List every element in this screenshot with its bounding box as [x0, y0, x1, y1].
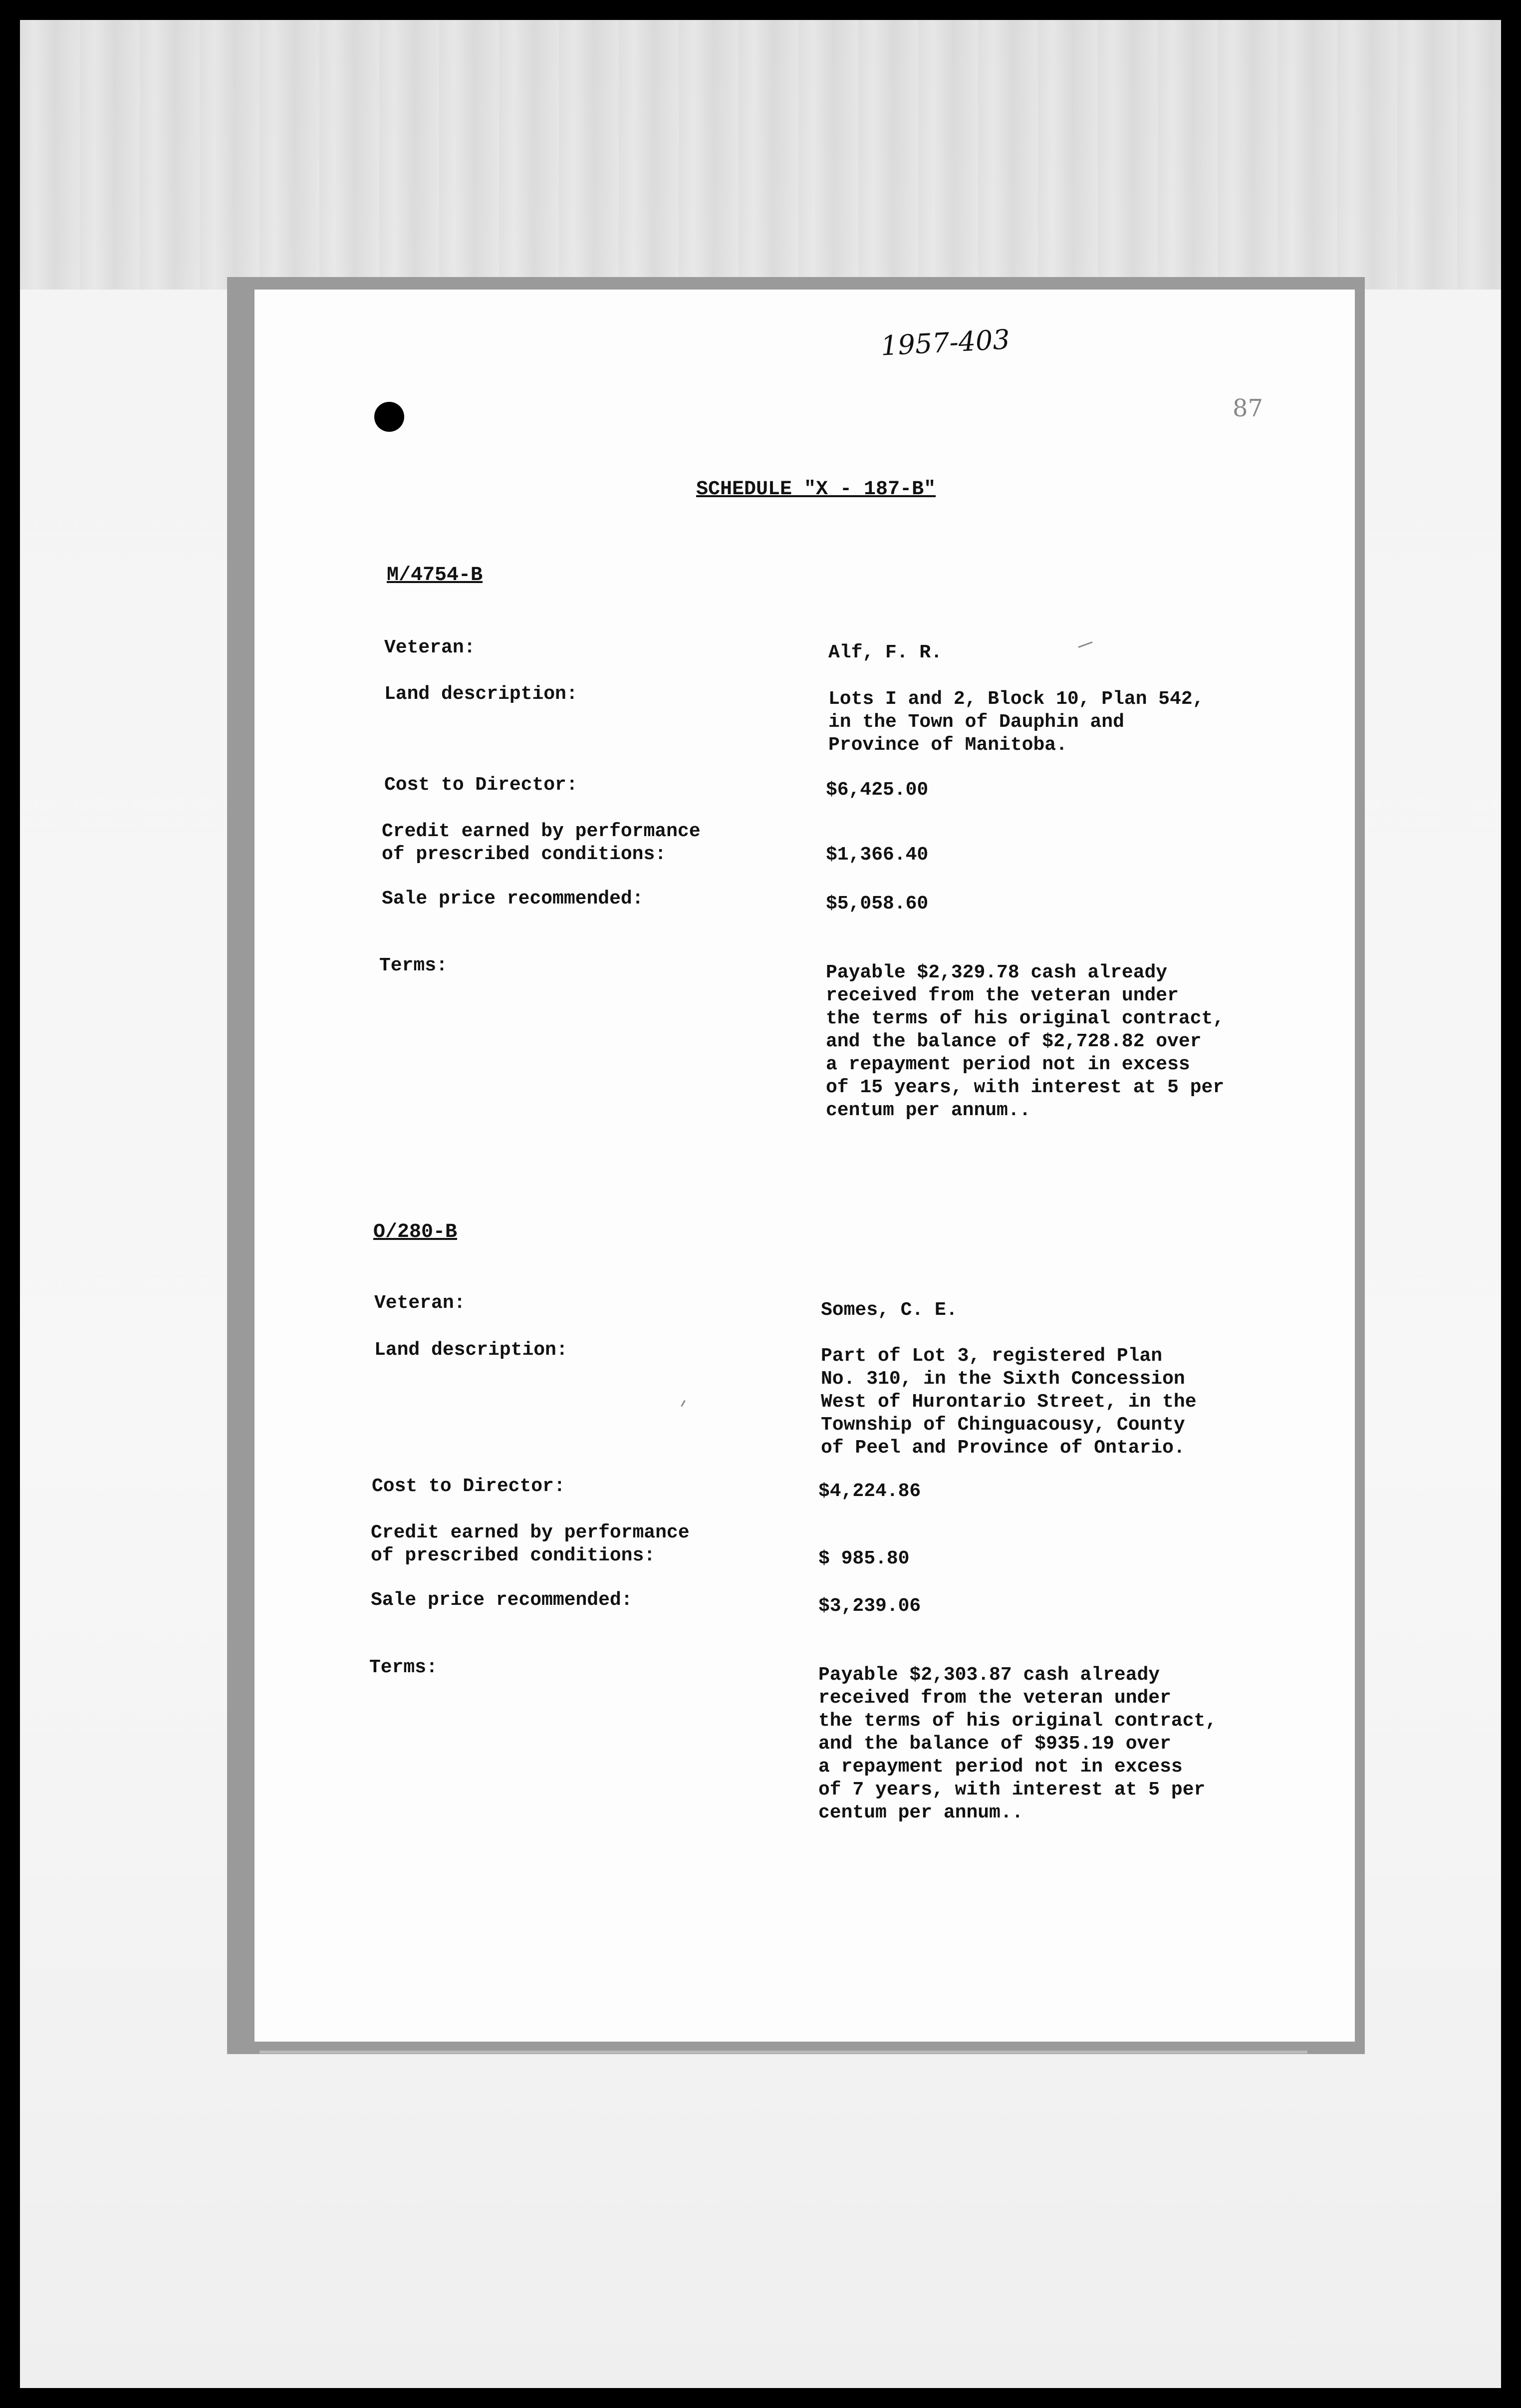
- credit-label: Credit earned by performance of prescribed conditions:: [382, 821, 701, 865]
- credit-label: Credit earned by performance of prescribed conditions:: [371, 1522, 690, 1566]
- veteran-name: Alf, F. R.: [828, 642, 943, 663]
- land-description: Part of Lot 3, registered Plan No. 310, in the Sixth Concession West of Hurontario Street, in the Township of Chinguacousy, County of Peel and Province of Ontario.: [821, 1345, 1197, 1459]
- veteran-label: Veteran:: [384, 637, 476, 658]
- sale-price-label: Sale price recommended:: [371, 1589, 633, 1611]
- file-number: M/4754-B: [387, 564, 483, 587]
- handwritten-file-reference: 1957-403: [880, 323, 1011, 362]
- land-description: Lots I and 2, Block 10, Plan 542, in the Town of Dauphin and Province of Manitoba.: [828, 688, 1204, 756]
- file-number: O/280-B: [373, 1221, 458, 1243]
- sale-price-value: $3,239.06: [818, 1595, 921, 1617]
- land-description-label: Land description:: [384, 683, 578, 705]
- cost-value: $6,425.00: [826, 779, 929, 801]
- cost-value: $4,224.86: [818, 1481, 921, 1502]
- credit-value: $1,366.40: [826, 844, 929, 866]
- page-bottom-edge: [259, 2051, 1307, 2054]
- terms-text: Payable $2,329.78 cash already received from the veteran under the terms of his original contract, and the balance of $2,728.82 over a repayment period not in excess of 15 years, with interest at 5 per centum per annum..: [826, 962, 1225, 1121]
- land-description-label: Land description:: [374, 1339, 568, 1361]
- sale-price-label: Sale price recommended:: [382, 888, 644, 909]
- credit-value: $ 985.80: [818, 1548, 910, 1569]
- cost-label: Cost to Director:: [384, 774, 578, 796]
- sale-price-value: $5,058.60: [826, 893, 929, 914]
- terms-label: Terms:: [379, 955, 448, 976]
- veteran-name: Somes, C. E.: [821, 1299, 958, 1321]
- handwritten-page-number: 87: [1233, 394, 1264, 422]
- film-artifact-band: [20, 20, 1501, 290]
- veteran-label: Veteran:: [374, 1292, 466, 1314]
- schedule-title: SCHEDULE "X - 187-B": [696, 478, 936, 501]
- terms-label: Terms:: [369, 1657, 438, 1678]
- terms-text: Payable $2,303.87 cash already received from the veteran under the terms of his original contract, and the balance of $935.19 over a repayment period not in excess of 7 years, with interest at 5 per centum per annum..: [818, 1664, 1217, 1823]
- cost-label: Cost to Director:: [372, 1476, 565, 1497]
- punch-hole: [374, 402, 404, 432]
